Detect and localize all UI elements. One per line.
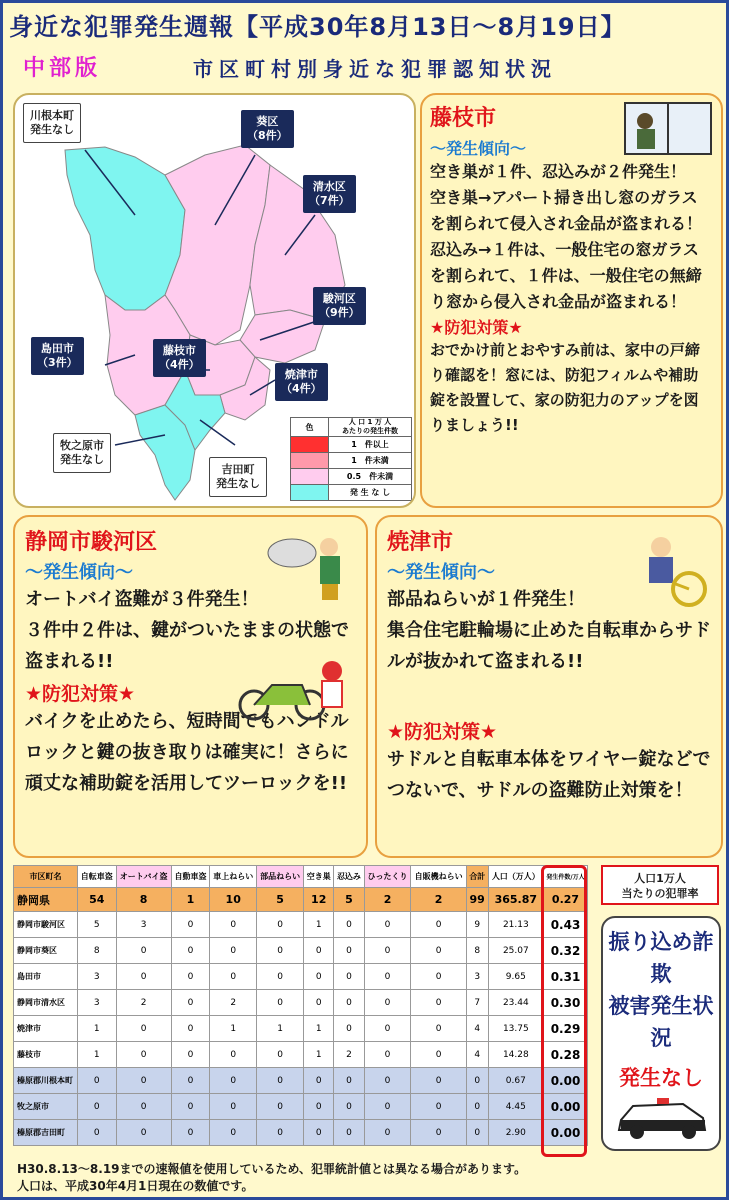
count-cell: 0 <box>364 912 411 938</box>
count-cell: 4.45 <box>488 1094 543 1120</box>
table-row <box>14 1068 588 1094</box>
count-cell: 1 <box>304 912 334 938</box>
table-row <box>14 964 588 990</box>
count-cell: 12 <box>304 888 334 912</box>
col-header: 発生件数/万人 <box>544 866 588 888</box>
table-row <box>14 1120 588 1146</box>
count-cell: 0 <box>171 1094 210 1120</box>
rate-cell: 0.27 <box>544 888 588 912</box>
count-cell: 0 <box>466 1120 488 1146</box>
count-cell: 3 <box>116 912 171 938</box>
rate-cell: 0.29 <box>544 1016 588 1042</box>
count-cell: 2 <box>210 990 257 1016</box>
table-row <box>14 1042 588 1068</box>
table-row <box>14 938 588 964</box>
count-cell: 0 <box>78 1120 117 1146</box>
count-cell: 0 <box>334 1068 364 1094</box>
count-cell: 9.65 <box>488 964 543 990</box>
report-subtitle: 市区町村別身近な犯罪認知状況 <box>193 57 557 81</box>
count-cell: 0 <box>364 964 411 990</box>
rate-column-highlight <box>541 865 587 1157</box>
count-cell: 0 <box>411 912 466 938</box>
count-cell: 0 <box>116 1016 171 1042</box>
rate-cell: 0.32 <box>544 938 588 964</box>
col-header: 忍込み <box>334 866 364 888</box>
count-cell: 0 <box>334 938 364 964</box>
count-cell: 2 <box>411 888 466 912</box>
legend-header-color: 色 <box>291 418 329 437</box>
callout-yoshida: 吉田町 発生なし <box>209 457 267 497</box>
count-cell: 0 <box>210 1120 257 1146</box>
yaizu-title: 焼津市 <box>387 530 454 555</box>
municipality-cell: 静岡市葵区 <box>14 938 78 964</box>
count-cell: 0 <box>171 1068 210 1094</box>
edition-label: 中部版 <box>23 56 102 81</box>
count-cell: 3 <box>466 964 488 990</box>
count-cell: 7 <box>466 990 488 1016</box>
count-cell: 0 <box>304 1120 334 1146</box>
map-legend <box>290 417 412 501</box>
count-cell: 3 <box>78 964 117 990</box>
suruga-trend-text: オートバイ盗難が３件発生！ ３件中２件は、鍵がついたままの状態で盗まれる!! <box>25 589 349 672</box>
fujieda-measure-label: ★防犯対策★ <box>430 318 523 337</box>
count-cell: 0 <box>411 1042 466 1068</box>
region-kawane <box>65 147 185 310</box>
count-cell: 0.67 <box>488 1068 543 1094</box>
count-cell: 0 <box>304 938 334 964</box>
municipality-cell: 静岡市清水区 <box>14 990 78 1016</box>
count-cell: 0 <box>171 1016 210 1042</box>
callout-aoi: 葵区 （8件） <box>241 110 294 148</box>
count-cell: 0 <box>116 938 171 964</box>
municipality-cell: 榛原郡吉田町 <box>14 1120 78 1146</box>
suruga-title: 静岡市駿河区 <box>25 530 158 555</box>
count-cell: 0 <box>116 1042 171 1068</box>
count-cell: 0 <box>171 990 210 1016</box>
count-cell: 1 <box>171 888 210 912</box>
col-header: 自転車盗 <box>78 866 117 888</box>
table-body <box>14 888 588 1146</box>
count-cell: 0 <box>116 1120 171 1146</box>
count-cell: 0 <box>210 1042 257 1068</box>
count-cell: 0 <box>411 938 466 964</box>
rate-cell: 0.43 <box>544 912 588 938</box>
count-cell: 0 <box>257 1120 304 1146</box>
rate-cell: 0.00 <box>544 1094 588 1120</box>
count-cell: 8 <box>466 938 488 964</box>
count-cell: 0 <box>171 912 210 938</box>
suruga-panel <box>13 515 368 858</box>
count-cell: 0 <box>171 1120 210 1146</box>
count-cell: 9 <box>466 912 488 938</box>
police-car-icon <box>613 1086 713 1141</box>
rate-cell: 0.30 <box>544 990 588 1016</box>
callout-makinohara: 牧之原市 発生なし <box>53 433 111 473</box>
legend-swatch <box>291 453 329 469</box>
motorbike-lock-illustration <box>232 655 352 723</box>
count-cell: 0 <box>257 938 304 964</box>
fujieda-trend-label: ～発生傾向～ <box>430 139 527 158</box>
count-cell: 2 <box>334 1042 364 1068</box>
col-header: 自販機ねらい <box>411 866 466 888</box>
count-cell: 0 <box>257 1042 304 1068</box>
legend-label: 発 生 な し <box>329 485 412 501</box>
count-cell: 0 <box>257 1094 304 1120</box>
count-cell: 13.75 <box>488 1016 543 1042</box>
count-cell: 4 <box>466 1016 488 1042</box>
footer-line1: H30.8.13～8.19までの速報値を使用しているため、犯罪統計値とは異なる場合があります。 <box>17 1162 527 1176</box>
count-cell: 0 <box>364 1068 411 1094</box>
table-header-row <box>14 866 588 888</box>
bicycle-saddle-illustration <box>631 531 711 611</box>
region-aoi <box>165 145 270 345</box>
table-row <box>14 912 588 938</box>
count-cell: 0 <box>171 938 210 964</box>
col-header: オートバイ盗 <box>116 866 171 888</box>
count-cell: 0 <box>411 1094 466 1120</box>
count-cell: 5 <box>257 888 304 912</box>
col-header: ひったくり <box>364 866 411 888</box>
count-cell: 0 <box>116 1094 171 1120</box>
yaizu-trend-text: 部品ねらいが１件発生！ 集合住宅駐輪場に止めた自転車からサドルが抜かれて盗まれる!! <box>387 589 711 672</box>
count-cell: 0 <box>364 1120 411 1146</box>
suruga-measure-text: バイクを止めたら、短時間でもハンドルロックと鍵の抜き取りは確実に！さらに頑丈な補助錠を活用してツーロックを!! <box>25 711 349 794</box>
count-cell: 3 <box>78 990 117 1016</box>
count-cell: 25.07 <box>488 938 543 964</box>
count-cell: 0 <box>116 1068 171 1094</box>
yaizu-measure-label: ★防犯対策★ <box>387 721 498 743</box>
col-header: 合計 <box>466 866 488 888</box>
col-header: 人口（万人） <box>488 866 543 888</box>
callout-yaizu: 焼津市 （4件） <box>275 363 328 401</box>
rate-cell: 0.00 <box>544 1120 588 1146</box>
count-cell: 0 <box>257 990 304 1016</box>
motorcycle-theft-illustration <box>264 525 354 605</box>
count-cell: 1 <box>78 1016 117 1042</box>
subtitle-row <box>3 49 726 85</box>
count-cell: 2 <box>364 888 411 912</box>
legend-swatch <box>291 469 329 485</box>
count-cell: 0 <box>210 964 257 990</box>
count-cell: 0 <box>411 964 466 990</box>
suruga-measure-label: ★防犯対策★ <box>25 683 136 705</box>
municipality-cell: 静岡市駿河区 <box>14 912 78 938</box>
count-cell: 0 <box>304 1068 334 1094</box>
rate-cell: 0.00 <box>544 1068 588 1094</box>
report-title: 身近な犯罪発生週報【平成30年8月13日～8月19日】 <box>9 13 626 41</box>
count-cell: 0 <box>466 1068 488 1094</box>
count-cell: 0 <box>210 912 257 938</box>
count-cell: 0 <box>364 938 411 964</box>
rate-cell: 0.28 <box>544 1042 588 1068</box>
count-cell: 1 <box>78 1042 117 1068</box>
prefecture-total-row <box>14 888 588 912</box>
count-cell: 0 <box>78 1094 117 1120</box>
table-row <box>14 1094 588 1120</box>
crime-table <box>13 865 588 1146</box>
count-cell: 0 <box>334 1120 364 1146</box>
callout-kawane: 川根本町 発生なし <box>23 103 81 143</box>
count-cell: 0 <box>257 1068 304 1094</box>
count-cell: 54 <box>78 888 117 912</box>
window-thief-illustration <box>623 101 713 156</box>
suruga-trend-label: ～発生傾向～ <box>25 562 133 583</box>
count-cell: 8 <box>78 938 117 964</box>
count-cell: 0 <box>466 1094 488 1120</box>
count-cell: 2.90 <box>488 1120 543 1146</box>
table-row <box>14 1016 588 1042</box>
legend-label: 0.5 件未満 <box>329 469 412 485</box>
count-cell: 0 <box>364 1094 411 1120</box>
count-cell: 0 <box>334 1094 364 1120</box>
table-row <box>14 990 588 1016</box>
count-cell: 0 <box>210 938 257 964</box>
count-cell: 8 <box>116 888 171 912</box>
count-cell: 0 <box>364 1016 411 1042</box>
fraud-line2: 被害発生状況 <box>608 994 714 1050</box>
footer-notes <box>17 1161 717 1195</box>
yaizu-trend-label: ～発生傾向～ <box>387 562 495 583</box>
fraud-status-box <box>601 916 721 1151</box>
callout-shimada: 島田市 （3件） <box>31 337 84 375</box>
col-header: 車上ねらい <box>210 866 257 888</box>
count-cell: 0 <box>78 1068 117 1094</box>
col-header: 市区町名 <box>14 866 78 888</box>
count-cell: 23.44 <box>488 990 543 1016</box>
municipality-cell: 焼津市 <box>14 1016 78 1042</box>
count-cell: 0 <box>171 964 210 990</box>
count-cell: 0 <box>116 964 171 990</box>
fujieda-measure-text: おでかけ前とおやすみ前は、家中の戸締り確認を！窓には、防犯フィルムや補助錠を設置して、家の防犯力のアップを図りましょう!! <box>430 341 700 434</box>
municipality-map <box>13 93 416 508</box>
legend-label: 1 件以上 <box>329 437 412 453</box>
fujieda-panel <box>420 93 723 508</box>
count-cell: 14.28 <box>488 1042 543 1068</box>
count-cell: 0 <box>171 1042 210 1068</box>
legend-swatch <box>291 437 329 453</box>
legend-header-rate: 人 口 1 万 人 あたりの発生件数 <box>329 418 412 437</box>
legend-label: 1 件未満 <box>329 453 412 469</box>
municipality-cell: 藤枝市 <box>14 1042 78 1068</box>
callout-shimizu: 清水区 （7件） <box>303 175 356 213</box>
count-cell: 365.87 <box>488 888 543 912</box>
count-cell: 2 <box>116 990 171 1016</box>
count-cell: 0 <box>210 1094 257 1120</box>
count-cell: 4 <box>466 1042 488 1068</box>
count-cell: 0 <box>334 912 364 938</box>
col-header: 空き巣 <box>304 866 334 888</box>
yaizu-measure-text: サドルと自転車本体をワイヤー錠などでつないで、サドルの盗難防止対策を！ <box>387 749 711 801</box>
count-cell: 0 <box>210 1068 257 1094</box>
count-cell: 0 <box>411 1016 466 1042</box>
count-cell: 1 <box>304 1016 334 1042</box>
fujieda-trend-text: 空き巣が１件、忍込みが２件発生！ 空き巣→アパート掃き出し窓のガラスを割られて侵入され金品が盗まれる！ 忍込み→１件は、一般住宅の窓ガラスを割られて、１件は、一般住宅の無締り窓から侵入され金品が盗まれる！ <box>430 162 703 311</box>
count-cell: 0 <box>304 964 334 990</box>
count-cell: 0 <box>411 990 466 1016</box>
count-cell: 0 <box>334 1016 364 1042</box>
count-cell: 0 <box>304 990 334 1016</box>
count-cell: 0 <box>364 990 411 1016</box>
count-cell: 0 <box>257 912 304 938</box>
rate-cell: 0.31 <box>544 964 588 990</box>
count-cell: 0 <box>364 1042 411 1068</box>
count-cell: 1 <box>257 1016 304 1042</box>
callout-suruga: 駿河区 （9件） <box>313 287 366 325</box>
fraud-status: 発生なし <box>619 1066 703 1090</box>
col-header: 部品ねらい <box>257 866 304 888</box>
count-cell: 21.13 <box>488 912 543 938</box>
municipality-cell: 静岡県 <box>14 888 78 912</box>
rate-note: 人口1万人 当たりの犯罪率 <box>601 865 719 905</box>
municipality-cell: 榛原郡川根本町 <box>14 1068 78 1094</box>
count-cell: 1 <box>210 1016 257 1042</box>
yaizu-panel <box>375 515 723 858</box>
municipality-cell: 島田市 <box>14 964 78 990</box>
count-cell: 0 <box>411 1068 466 1094</box>
count-cell: 0 <box>304 1094 334 1120</box>
fraud-line1: 振り込め詐欺 <box>608 930 714 986</box>
count-cell: 0 <box>334 990 364 1016</box>
col-header: 自動車盗 <box>171 866 210 888</box>
count-cell: 99 <box>466 888 488 912</box>
count-cell: 5 <box>78 912 117 938</box>
footer-line2: 人口は、平成30年4月1日現在の数値です。 <box>17 1179 254 1193</box>
legend-swatch <box>291 485 329 501</box>
callout-fujieda: 藤枝市 （4件） <box>153 339 206 377</box>
count-cell: 10 <box>210 888 257 912</box>
municipality-cell: 牧之原市 <box>14 1094 78 1120</box>
count-cell: 0 <box>411 1120 466 1146</box>
count-cell: 1 <box>304 1042 334 1068</box>
count-cell: 0 <box>334 964 364 990</box>
fujieda-title: 藤枝市 <box>430 106 497 131</box>
count-cell: 0 <box>257 964 304 990</box>
count-cell: 5 <box>334 888 364 912</box>
